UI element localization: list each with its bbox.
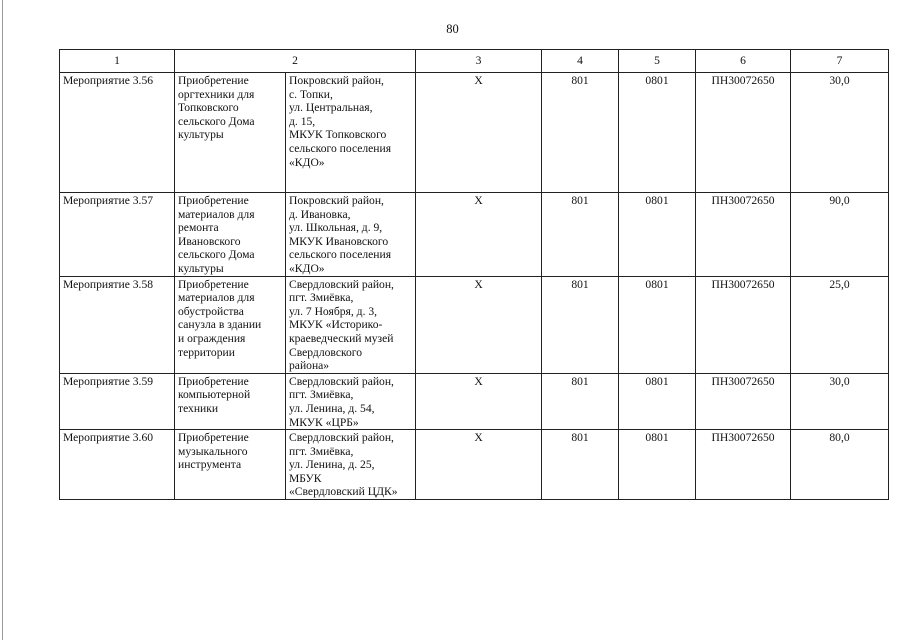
description-cell: Приобретение оргтехники для Топковского сельского Дома культуры <box>175 73 286 193</box>
location-cell: Покровский район, д. Ивановка, ул. Школьная, д. 9, МКУК Ивановского сельского поселения «КДО» <box>286 193 416 277</box>
col6-cell: ПН30072650 <box>696 276 791 373</box>
data-table <box>59 49 889 500</box>
col3-cell: Х <box>416 430 542 500</box>
col3-cell: Х <box>416 373 542 429</box>
col4-cell: 801 <box>542 373 619 429</box>
col4-cell: 801 <box>542 73 619 193</box>
col4-cell: 801 <box>542 276 619 373</box>
col5-cell: 0801 <box>619 73 696 193</box>
col3-cell: Х <box>416 193 542 277</box>
location-cell: Свердловский район, пгт. Змиёвка, ул. Ленина, д. 54, МКУК «ЦРБ» <box>286 373 416 429</box>
table-row <box>60 276 889 373</box>
description-cell: Приобретение компьютерной техники <box>175 373 286 429</box>
col5-cell: 0801 <box>619 193 696 277</box>
header-col-6: 6 <box>696 50 791 73</box>
event-cell: Мероприятие 3.58 <box>60 276 175 373</box>
col5-cell: 0801 <box>619 373 696 429</box>
col6-cell: ПН30072650 <box>696 430 791 500</box>
col5-cell: 0801 <box>619 276 696 373</box>
description-cell: Приобретение материалов для ремонта Ивановского сельского Дома культуры <box>175 193 286 277</box>
table-row <box>60 193 889 277</box>
description-cell: Приобретение музыкального инструмента <box>175 430 286 500</box>
table-row <box>60 430 889 500</box>
col4-cell: 801 <box>542 193 619 277</box>
description-cell: Приобретение материалов для обустройства санузла в здании и ограждения территории <box>175 276 286 373</box>
col3-cell: Х <box>416 73 542 193</box>
page-number: 80 <box>446 22 459 36</box>
location-cell: Покровский район, с. Топки, ул. Центральная, д. 15, МКУК Топковского сельского поселения «КДО» <box>286 73 416 193</box>
table-header-row <box>60 50 889 73</box>
col6-cell: ПН30072650 <box>696 193 791 277</box>
header-col-5: 5 <box>619 50 696 73</box>
col6-cell: ПН30072650 <box>696 73 791 193</box>
amount-cell: 90,0 <box>791 193 889 277</box>
amount-cell: 30,0 <box>791 73 889 193</box>
table-row <box>60 373 889 429</box>
location-cell: Свердловский район, пгт. Змиёвка, ул. 7 Ноября, д. 3, МКУК «Историко- краеведческий музей Свердловского района» <box>286 276 416 373</box>
amount-cell: 25,0 <box>791 276 889 373</box>
event-cell: Мероприятие 3.59 <box>60 373 175 429</box>
col3-cell: Х <box>416 276 542 373</box>
location-cell: Свердловский район, пгт. Змиёвка, ул. Ленина, д. 25, МБУК «Свердловский ЦДК» <box>286 430 416 500</box>
amount-cell: 30,0 <box>791 373 889 429</box>
header-col-7: 7 <box>791 50 889 73</box>
event-cell: Мероприятие 3.60 <box>60 430 175 500</box>
scan-edge-line <box>2 0 3 640</box>
header-col-1: 1 <box>60 50 175 73</box>
table-row <box>60 73 889 193</box>
col6-cell: ПН30072650 <box>696 373 791 429</box>
event-cell: Мероприятие 3.57 <box>60 193 175 277</box>
header-col-3: 3 <box>416 50 542 73</box>
header-col-2: 2 <box>175 50 416 73</box>
col5-cell: 0801 <box>619 430 696 500</box>
amount-cell: 80,0 <box>791 430 889 500</box>
col4-cell: 801 <box>542 430 619 500</box>
header-col-4: 4 <box>542 50 619 73</box>
event-cell: Мероприятие 3.56 <box>60 73 175 193</box>
